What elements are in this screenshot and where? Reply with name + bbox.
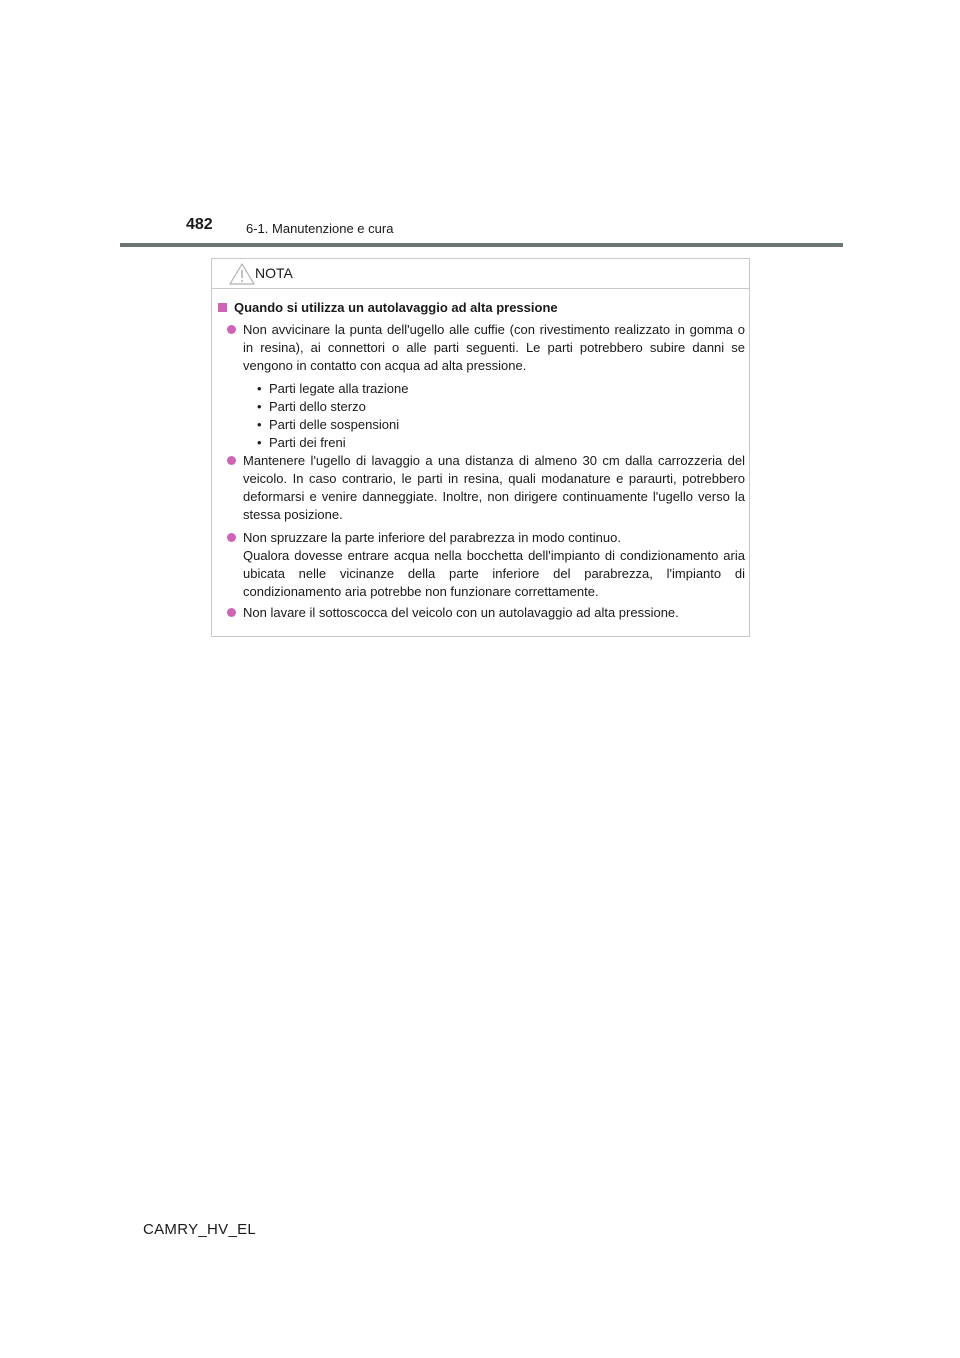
note-header [212, 259, 749, 289]
sub-list-item-text: Parti dello sterzo [269, 399, 366, 414]
sub-list-item: • Parti delle sospensioni [257, 417, 400, 432]
footer-model-code: CAMRY_HV_EL [143, 1221, 257, 1238]
round-bullet-icon [227, 608, 236, 617]
list-item [243, 452, 745, 524]
list-item-text: Qualora dovesse entrare acqua nella bocchetta dell'impianto di condizionamento aria ubicata nelle vicinanze della parte inferiore del parabrezza, l'impianto di condizionamento aria potrebbe non funzionare correttamente. [243, 548, 745, 599]
list-item [243, 604, 745, 622]
sub-list-item-text: Parti delle sospensioni [269, 417, 400, 432]
list-item-text: Mantenere l'ugello di lavaggio a una distanza di almeno 30 cm dalla carrozzeria del veicolo. In caso contrario, le parti in resina, quali modanature e paraurti, potrebbero deformarsi e venire danneggiate. Inoltre, non dirigere continuamente l'ugello verso la stessa posizione. [243, 453, 745, 522]
sub-list-item: • Parti dei freni [257, 435, 346, 450]
note-topic [218, 299, 738, 317]
section-title: 6-1. Manutenzione e cura [246, 221, 394, 236]
list-item [243, 529, 745, 601]
list-item [243, 321, 745, 375]
note-box [211, 258, 750, 637]
round-bullet-icon [227, 325, 236, 334]
sub-list [257, 380, 697, 452]
sub-list-item-text: Parti legate alla trazione [269, 381, 409, 396]
list-item-text: Non spruzzare la parte inferiore del parabrezza in modo continuo. [243, 530, 621, 545]
note-topic-text: Quando si utilizza un autolavaggio ad alta pressione [234, 300, 558, 315]
warning-triangle-icon [228, 262, 256, 286]
note-label: NOTA [255, 265, 293, 281]
sub-list-item: • Parti dello sterzo [257, 399, 366, 414]
round-bullet-icon [227, 533, 236, 542]
sub-list-item-text: Parti dei freni [269, 435, 346, 450]
list-item-text: Non lavare il sottoscocca del veicolo con un autolavaggio ad alta pressione. [243, 605, 679, 620]
page-number: 482 [186, 216, 213, 233]
list-item-text: Non avvicinare la punta dell'ugello alle cuffie (con rivestimento realizzato in gomma o in resina), ai connettori o alle parti seguenti. Le parti potrebbero subire danni se vengono in contatto con acqua ad alta pressione. [243, 322, 745, 373]
sub-list-item: • Parti legate alla trazione [257, 381, 409, 396]
round-bullet-icon [227, 456, 236, 465]
square-bullet-icon [218, 303, 227, 312]
header-rule [120, 243, 843, 247]
